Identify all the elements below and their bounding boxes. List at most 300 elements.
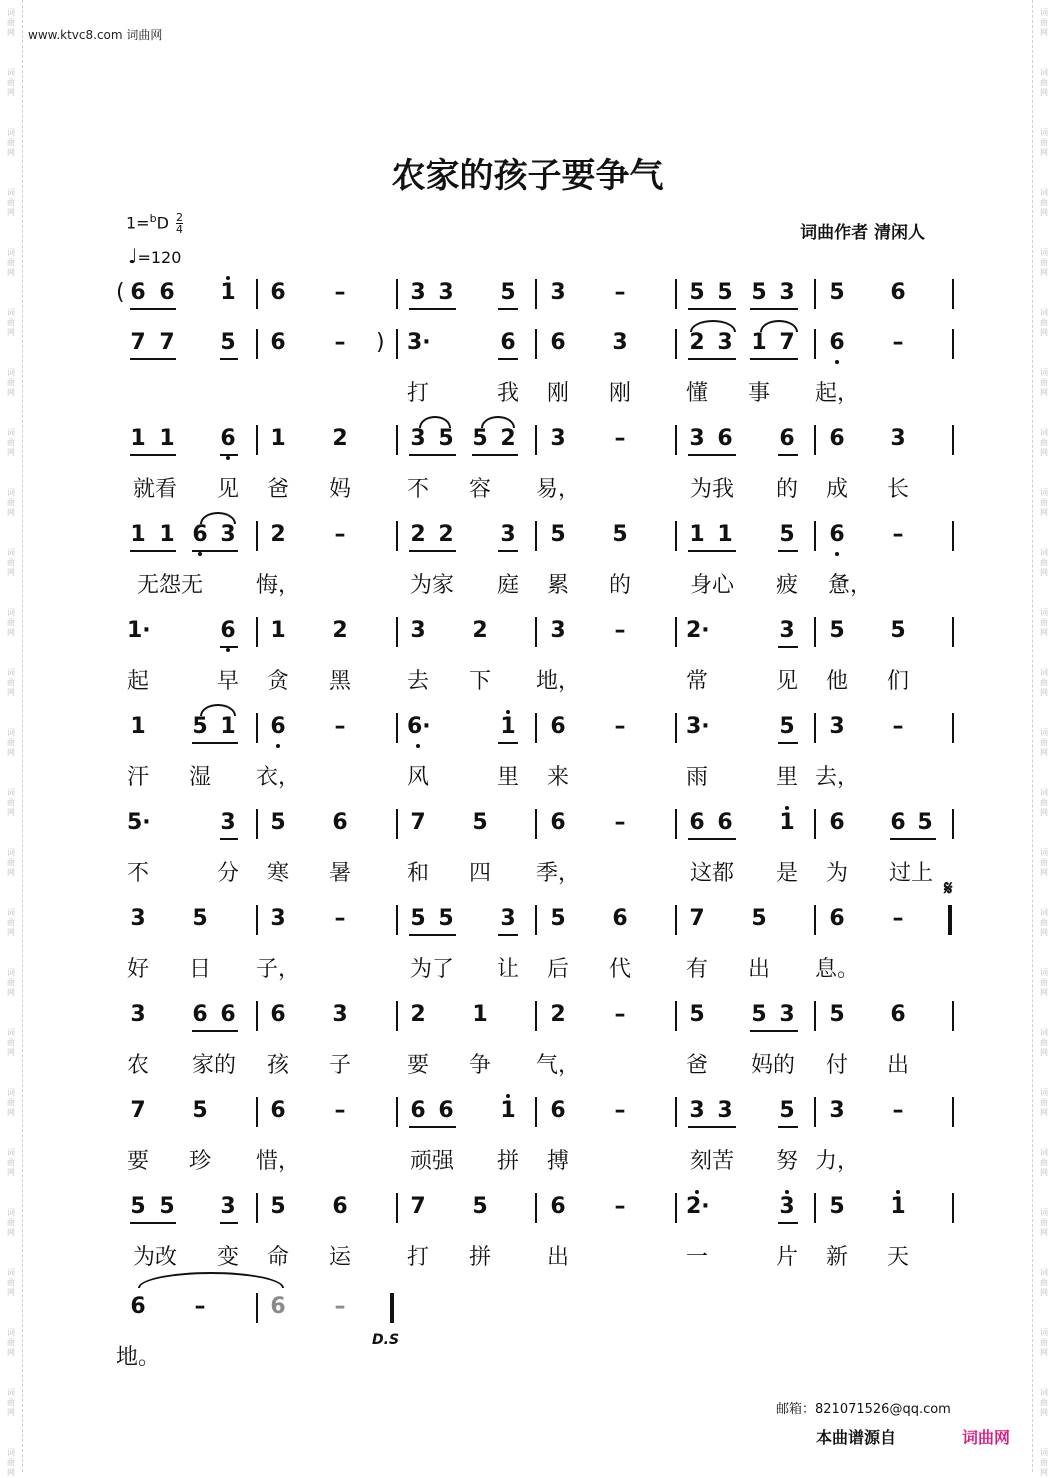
note: 7 (689, 906, 705, 931)
watermark-text: 词 曲 网 (1040, 1388, 1048, 1417)
lyric-syllable: 见 (775, 669, 798, 694)
note: 6 (192, 1002, 208, 1027)
bar-line (256, 809, 258, 839)
lyric-line (0, 658, 1055, 698)
lyric-syllable: 刚 (546, 381, 569, 406)
notation-line (0, 422, 1055, 462)
bar-line (396, 617, 398, 647)
lyric-syllable: 四 (468, 861, 491, 886)
lyric-line (0, 754, 1055, 794)
lyric-syllable: 要 (126, 1149, 149, 1174)
watermark-text: 词 曲 网 (7, 1268, 15, 1297)
beam-underline (130, 550, 176, 552)
watermark-text: 词 曲 网 (7, 1148, 15, 1177)
lyric-syllable: 出 (886, 1053, 909, 1078)
note: 3 (550, 426, 566, 451)
note: 6 (500, 330, 516, 355)
watermark-text: 词 曲 网 (1040, 1268, 1048, 1297)
lyric-syllable: 争 (468, 1053, 491, 1078)
lyric-syllable: 命 (266, 1245, 289, 1270)
lyric-syllable: 天 (886, 1245, 909, 1270)
note: 3 (612, 330, 628, 355)
bar-line (814, 521, 816, 551)
note: 1 (497, 1098, 519, 1124)
lyric-syllable: 风 (406, 765, 429, 790)
note: 5 (438, 426, 454, 451)
lyric-syllable: 打 (406, 1245, 429, 1270)
note: 1 (130, 714, 146, 739)
note: 5 (890, 618, 906, 643)
note: 3 (779, 618, 795, 643)
note: 6 (779, 426, 795, 451)
note: 7 (130, 1098, 146, 1123)
lyric-syllable: 子 (328, 1053, 351, 1078)
beam-underline (498, 308, 518, 310)
beam-underline (192, 550, 238, 552)
final-bar-line (948, 905, 952, 935)
note: 5 (917, 810, 933, 835)
note: 5 (751, 280, 767, 305)
watermark-text: 词 曲 网 (7, 548, 15, 577)
watermark-text: 词 曲 网 (1040, 488, 1048, 517)
note: 5 (472, 426, 488, 451)
bar-line (396, 521, 398, 551)
tie-arc (200, 512, 236, 524)
note: 5 (130, 1194, 146, 1219)
watermark-text: 词 曲 网 (1040, 1028, 1048, 1057)
note: 3 (410, 426, 426, 451)
bar-line (814, 809, 816, 839)
ds-marking: D.S (372, 1332, 400, 1348)
note: 6 (332, 810, 348, 835)
watermark-text: 词 曲 网 (1040, 248, 1048, 277)
note: 6 (189, 522, 211, 548)
note: – (892, 1098, 904, 1123)
beam-underline (750, 1030, 798, 1032)
lyric-syllable: 不 (406, 477, 429, 502)
note: 6 (270, 1098, 286, 1123)
watermark-text: 词 曲 网 (7, 1208, 15, 1237)
bar-line (396, 279, 398, 309)
note: 5 (829, 1194, 845, 1219)
note: 6 (550, 1098, 566, 1123)
key-signature: 1=$^b$D $\frac{2}{4}$ (126, 211, 183, 237)
note: 6 (220, 1002, 236, 1027)
bar-line (675, 521, 677, 551)
bar-line (535, 905, 537, 935)
note: 5 (779, 1098, 795, 1123)
note: – (334, 1098, 346, 1123)
note: – (614, 1098, 626, 1123)
lyric-syllable: 容 (468, 477, 491, 502)
note: 3 (410, 280, 426, 305)
lyric-syllable: 惫， (827, 573, 872, 598)
lyric-syllable: 累 (546, 573, 569, 598)
lyric-line (0, 1234, 1055, 1274)
beam-underline (130, 1222, 176, 1224)
note: 5 (410, 906, 426, 931)
lyric-syllable: 拼 (496, 1149, 519, 1174)
notation-line (0, 1290, 1055, 1330)
octave-dot (835, 360, 839, 364)
note: 5 (612, 522, 628, 547)
note: – (334, 330, 346, 355)
note: 3 (689, 426, 705, 451)
note: 1· (127, 618, 151, 643)
bar-line (256, 1293, 258, 1323)
note: 6 (332, 1194, 348, 1219)
note: 5 (270, 810, 286, 835)
lyric-syllable: 长 (886, 477, 909, 502)
note: 6 (217, 618, 239, 644)
lyric-syllable: 来 (546, 765, 569, 790)
watermark-text: 词 曲 网 (1040, 908, 1048, 937)
source-label: 本曲谱源自 (816, 1428, 897, 1447)
bar-line (952, 279, 954, 309)
lyric-syllable: 不 (126, 861, 149, 886)
note: 1 (220, 714, 236, 739)
lyric-syllable: 代 (608, 957, 631, 982)
tie-arc (690, 320, 736, 332)
lyric-syllable: 季， (535, 861, 580, 886)
bar-line (675, 1097, 677, 1127)
note: 5 (751, 1002, 767, 1027)
lyric-syllable: 拼 (468, 1245, 491, 1270)
watermark-text: 词 曲 网 (1040, 1088, 1048, 1117)
watermark-text: 词 曲 网 (7, 788, 15, 817)
note: 5 (550, 906, 566, 931)
note: 2 (472, 618, 488, 643)
tie-arc (419, 416, 451, 428)
bar-line (535, 713, 537, 743)
lyric-syllable: 去， (814, 765, 859, 790)
lyric-syllable: 力， (814, 1149, 859, 1174)
watermark-text: 词 曲 网 (1040, 788, 1048, 817)
bar-line (814, 329, 816, 359)
beam-underline (220, 358, 238, 360)
note: – (614, 1194, 626, 1219)
lyric-syllable: 里 (496, 765, 519, 790)
note: – (892, 714, 904, 739)
note: 5 (751, 906, 767, 931)
lyric-syllable: 家的 (191, 1053, 236, 1078)
watermark-text: 词 曲 网 (1040, 668, 1048, 697)
note: – (614, 810, 626, 835)
bar-line (396, 905, 398, 935)
site-url[interactable]: www.ktvc8.com 词曲网 (28, 28, 163, 42)
beam-underline (130, 358, 176, 360)
notation-line (0, 518, 1055, 558)
note: 3 (220, 810, 236, 835)
beam-underline (472, 454, 518, 456)
bar-line (396, 713, 398, 743)
bar-line (535, 1193, 537, 1223)
lyric-syllable: 打 (406, 381, 429, 406)
bar-line (952, 1001, 954, 1031)
watermark-text: 词 曲 网 (7, 1448, 15, 1477)
beam-underline (688, 1126, 736, 1128)
note: – (334, 1294, 346, 1319)
note: 1 (130, 522, 146, 547)
note: 3 (550, 280, 566, 305)
note: – (614, 714, 626, 739)
note: 1 (717, 522, 733, 547)
note: 2 (332, 618, 348, 643)
watermark-text: 词 曲 网 (7, 1328, 15, 1357)
lyric-syllable: 就看 (132, 477, 177, 502)
composer-credit: 词曲作者 清闲人 (800, 223, 925, 243)
watermark-text: 词 曲 网 (7, 1388, 15, 1417)
watermark-text: 词 曲 网 (7, 1088, 15, 1117)
lyric-syllable: 后 (546, 957, 569, 982)
lyric-syllable: 出 (747, 957, 770, 982)
beam-underline (688, 838, 736, 840)
bar-line (396, 1001, 398, 1031)
watermark-text: 词 曲 网 (1040, 128, 1048, 157)
lyric-syllable: 成 (825, 477, 848, 502)
note: 6 (270, 1294, 286, 1319)
tie-arc (200, 704, 236, 716)
note: 2 (500, 426, 516, 451)
lyric-syllable: 气， (535, 1053, 580, 1078)
beam-underline (130, 308, 176, 310)
note: 1 (776, 810, 798, 836)
beam-underline (778, 742, 798, 744)
lyric-syllable: 让 (496, 957, 519, 982)
octave-dot (276, 744, 280, 748)
beam-underline (688, 358, 736, 360)
tie-arc (481, 416, 515, 428)
watermark-text: 词 曲 网 (7, 308, 15, 337)
bar-line (952, 713, 954, 743)
lyric-syllable: 们 (886, 669, 909, 694)
lyric-syllable: 刚 (608, 381, 631, 406)
octave-dot (835, 552, 839, 556)
watermark-text: 词 曲 网 (1040, 1448, 1048, 1477)
segno-icon: 𝄋 (944, 876, 953, 900)
note: 3 (270, 906, 286, 931)
note: 7 (410, 810, 426, 835)
note: 2 (550, 1002, 566, 1027)
note: – (892, 906, 904, 931)
beam-underline (409, 934, 456, 936)
bar-line (814, 905, 816, 935)
watermark-text: 词 曲 网 (1040, 368, 1048, 397)
note: 7 (159, 330, 175, 355)
note: 6 (270, 1002, 286, 1027)
lyric-syllable: 去 (406, 669, 429, 694)
bar-line (952, 1097, 954, 1127)
octave-dot (226, 648, 230, 652)
note: 6 (550, 714, 566, 739)
note: 3 (550, 618, 566, 643)
lyric-syllable: 贪 (266, 669, 289, 694)
lyric-syllable: 为我 (689, 477, 734, 502)
note: 5 (500, 280, 516, 305)
lyric-syllable: 地。 (115, 1345, 160, 1370)
lyric-syllable: 爸 (685, 1053, 708, 1078)
notation-line (0, 276, 1055, 316)
octave-dot (198, 552, 202, 556)
lyric-syllable: 地， (535, 669, 580, 694)
notation-line (0, 1190, 1055, 1230)
watermark-text: 词 曲 网 (7, 188, 15, 217)
bar-line (256, 425, 258, 455)
watermark-text: 词 曲 网 (7, 1028, 15, 1057)
note: – (614, 618, 626, 643)
note: 3 (220, 1194, 236, 1219)
note: 7 (130, 330, 146, 355)
bar-line (814, 279, 816, 309)
lyric-syllable: 下 (468, 669, 491, 694)
lyric-syllable: 努 (775, 1149, 798, 1174)
watermark-text: 词 曲 网 (1040, 1328, 1048, 1357)
note: 6 (689, 810, 705, 835)
note: 3 (689, 1098, 705, 1123)
note: 3 (410, 618, 426, 643)
note: 6 (717, 810, 733, 835)
lyric-line (0, 1334, 1055, 1374)
lyric-syllable: 见 (216, 477, 239, 502)
lyric-syllable: 一 (685, 1245, 708, 1270)
lyric-syllable: 子， (255, 957, 300, 982)
note: 6 (612, 906, 628, 931)
beam-underline (750, 358, 798, 360)
note: 3 (717, 1098, 733, 1123)
bar-line (535, 809, 537, 839)
lyric-syllable: 有 (685, 957, 708, 982)
bar-line (814, 617, 816, 647)
note: 3 (438, 280, 454, 305)
lyric-syllable: 要 (406, 1053, 429, 1078)
watermark-text: 词 曲 网 (1040, 548, 1048, 577)
watermark-text: 词 曲 网 (7, 128, 15, 157)
watermark-text: 词 曲 网 (1040, 8, 1048, 37)
note: 6 (550, 1194, 566, 1219)
bar-line (535, 329, 537, 359)
octave-dot (226, 456, 230, 460)
note: 1 (270, 618, 286, 643)
note: 3 (779, 1002, 795, 1027)
song-title: 农家的孩子要争气 (391, 156, 664, 196)
beam-underline (220, 838, 238, 840)
lyric-line (0, 850, 1055, 890)
note: 5 (689, 280, 705, 305)
beam-underline (220, 454, 238, 456)
note: 2· (686, 1194, 708, 1220)
lyric-syllable: 汗 (126, 765, 149, 790)
lyric-syllable: 他 (825, 669, 848, 694)
bar-line (952, 425, 954, 455)
beam-underline (498, 742, 518, 744)
beam-underline (130, 454, 176, 456)
note: 6 (826, 522, 848, 548)
bar-line (256, 617, 258, 647)
note: 3 (130, 906, 146, 931)
watermark-text: 词 曲 网 (7, 428, 15, 457)
watermark-text: 词 曲 网 (7, 668, 15, 697)
beam-underline (498, 550, 518, 552)
note: 6 (159, 280, 175, 305)
note: 6 (829, 810, 845, 835)
bar-line (814, 713, 816, 743)
note: 6 (717, 426, 733, 451)
lyric-syllable: 的 (608, 573, 631, 598)
note: 5 (472, 810, 488, 835)
notation-line (0, 998, 1055, 1038)
lyric-syllable: 分 (216, 861, 239, 886)
note: 5 (438, 906, 454, 931)
octave-dot (785, 806, 789, 810)
lyric-syllable: 是 (775, 861, 798, 886)
note: 7 (779, 330, 795, 355)
bar-line (256, 1001, 258, 1031)
note: 5 (550, 522, 566, 547)
bar-line (675, 1193, 677, 1223)
note: – (334, 714, 346, 739)
octave-dot (785, 1190, 789, 1194)
note: 5 (717, 280, 733, 305)
lyric-syllable: 变 (216, 1245, 239, 1270)
beam-underline (192, 1030, 238, 1032)
octave-dot (506, 1094, 510, 1098)
octave-dot (416, 744, 420, 748)
lyric-syllable: 的 (775, 477, 798, 502)
lyric-syllable: 懂 (685, 381, 708, 406)
final-bar-line (390, 1293, 394, 1323)
note: 6 (217, 426, 239, 452)
lyric-syllable: 黑 (328, 669, 351, 694)
beam-underline (778, 550, 798, 552)
contact-email[interactable]: 邮箱：821071526@qq.com (776, 1402, 951, 1417)
note: – (334, 906, 346, 931)
watermark-text: 词 曲 网 (1040, 728, 1048, 757)
note: 6 (890, 280, 906, 305)
lyric-line (0, 562, 1055, 602)
watermark-text: 词 曲 网 (7, 488, 15, 517)
note: 5 (270, 1194, 286, 1219)
watermark-text: 词 曲 网 (1040, 968, 1048, 997)
lyric-syllable: 妈的 (750, 1053, 795, 1078)
tempo-marking: ♩=120 (128, 244, 182, 268)
note: 5 (192, 1098, 208, 1123)
note: 3 (717, 330, 733, 355)
bar-line (535, 521, 537, 551)
lyric-syllable: 我 (496, 381, 519, 406)
bar-line (535, 617, 537, 647)
lyric-syllable: 寒 (266, 861, 289, 886)
lyric-syllable: 片 (775, 1245, 798, 1270)
note: 2 (438, 522, 454, 547)
final-slur (138, 1272, 284, 1288)
time-signature: $\frac{2}{4}$ (176, 211, 183, 237)
note: 2 (410, 522, 426, 547)
octave-dot (896, 1190, 900, 1194)
note: 6 (890, 1002, 906, 1027)
watermark-text: 词 曲 网 (7, 608, 15, 637)
lyric-syllable: 庭 (496, 573, 519, 598)
lyric-syllable: 湿 (188, 765, 211, 790)
note: 7 (410, 1194, 426, 1219)
note: 5 (829, 618, 845, 643)
brand-link[interactable]: 词曲网 (962, 1428, 1011, 1447)
note: 2· (686, 618, 710, 643)
bar-line (535, 1001, 537, 1031)
note: 5 (829, 280, 845, 305)
note: 6 (826, 330, 848, 356)
lyric-line (0, 1042, 1055, 1082)
note: 6 (270, 330, 286, 355)
